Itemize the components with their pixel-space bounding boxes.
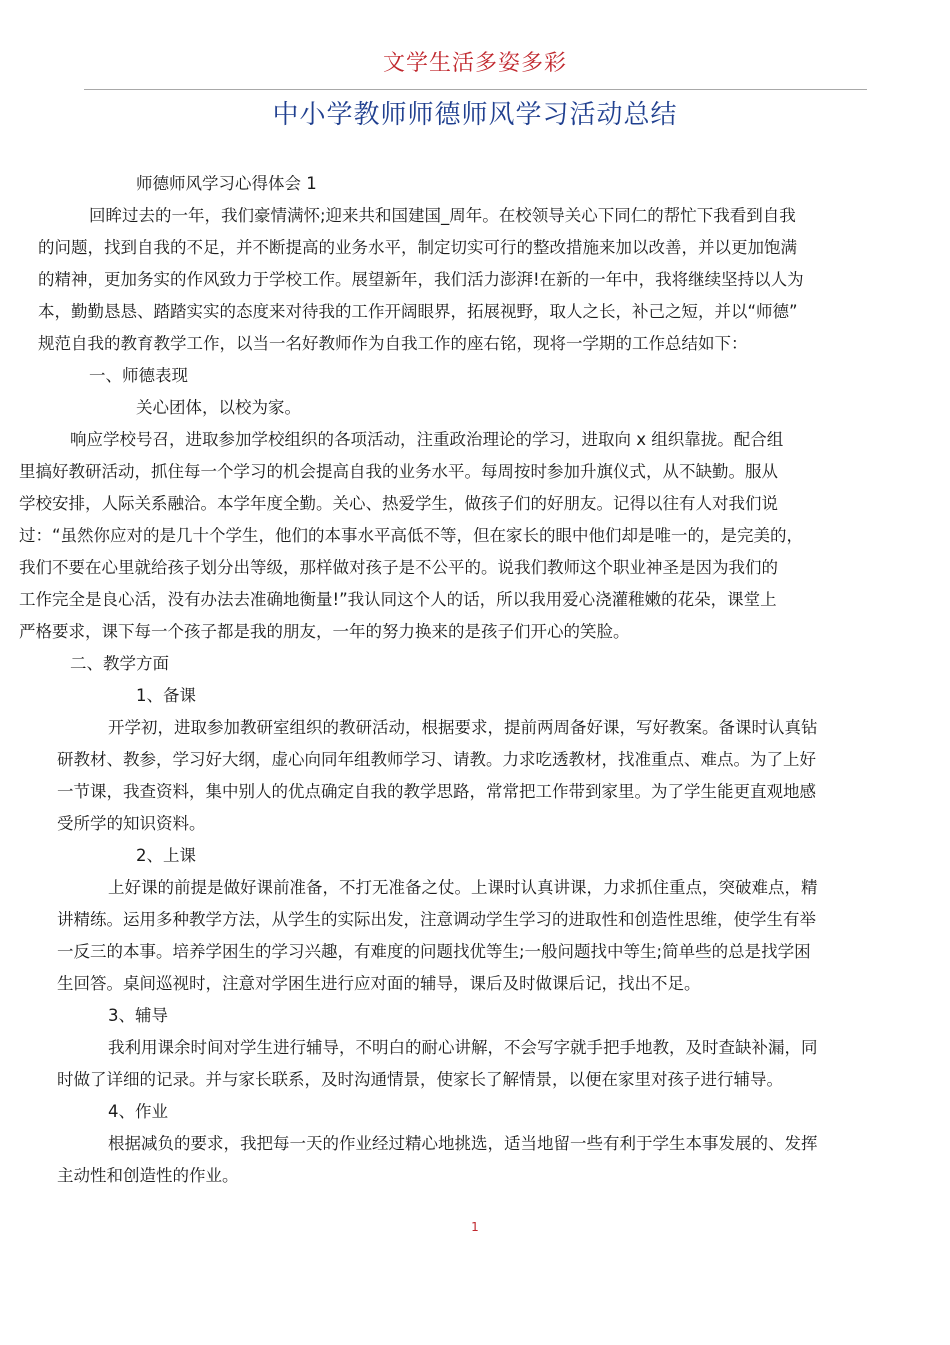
document-title: 中小学教师师德师风学习活动总结 (272, 100, 678, 130)
paragraph-line: 本，勤勤恳恳、踏踏实实的态度来对待我的工作开阔眼界，拓展视野，取人之长，补己之短，并以“师德” (38, 302, 798, 321)
paragraph-line: 严格要求，课下每一个孩子都是我的朋友，一年的努力换来的是孩子们开心的笑脸。 (19, 622, 630, 641)
section-heading: 师德师风学习心得体会 1 (136, 174, 317, 193)
paragraph-line: 受所学的知识资料。 (57, 814, 206, 833)
subsection-heading: 1、备课 (136, 686, 196, 705)
paragraph-line: 时做了详细的记录。并与家长联系，及时沟通情景，使家长了解情景，以便在家里对孩子进行辅导。 (57, 1070, 783, 1089)
paragraph-line: 开学初，进取参加教研室组织的教研活动，根据要求，提前两周备好课，写好教案。备课时认真钻 (108, 718, 818, 737)
paragraph-line: 根据减负的要求，我把每一天的作业经过精心地挑选，适当地留一些有利于学生本事发展的、发挥 (108, 1134, 818, 1153)
section-heading: 二、教学方面 (70, 654, 169, 673)
paragraph-line: 里搞好教研活动，抓住每一个学习的机会提高自我的业务水平。每周按时参加升旗仪式，从不缺勤。服从 (19, 462, 778, 481)
subsection-heading: 4、作业 (108, 1102, 168, 1121)
paragraph-line: 规范自我的教育教学工作，以当一名好教师作为自我工作的座右铭，现将一学期的工作总结如下： (38, 334, 748, 353)
paragraph-line: 回眸过去的一年，我们豪情满怀;迎来共和国建国_周年。在校领导关心下同仁的帮忙下我看到自我 (89, 206, 796, 225)
paragraph-line: 一节课，我查资料，集中别人的优点确定自我的教学思路，常常把工作带到家里。为了学生能更直观地感 (57, 782, 816, 801)
paragraph-line: 的精神，更加务实的作风致力于学校工作。展望新年，我们活力澎湃!在新的一年中，我将继续坚持以人为 (38, 270, 804, 289)
paragraph-line: 上好课的前提是做好课前准备，不打无准备之仗。上课时认真讲课，力求抓住重点，突破难点，精 (108, 878, 818, 897)
paragraph-line: 我利用课余时间对学生进行辅导，不明白的耐心讲解，不会写字就手把手地教，及时查缺补漏，同 (108, 1038, 818, 1057)
paragraph-line: 工作完全是良心活，没有办法去准确地衡量!”我认同这个人的话，所以我用爱心浇灌稚嫩的花朵，课堂上 (19, 590, 777, 609)
subsection-heading: 关心团体，以校为家。 (136, 398, 301, 417)
paragraph-line: 主动性和创造性的作业。 (57, 1166, 239, 1185)
paragraph-line: 研教材、教参，学习好大纲，虚心向同年组教师学习、请教。力求吃透教材，找准重点、难点。为了上好 (57, 750, 816, 769)
page-number: 1 (471, 1220, 479, 1234)
paragraph-line: 的问题，找到自我的不足，并不断提高的业务水平，制定切实可行的整改措施来加以改善，并以更加饱满 (38, 238, 797, 257)
subsection-heading: 2、上课 (136, 846, 196, 865)
paragraph-line: 讲精练。运用多种教学方法，从学生的实际出发，注意调动学生学习的进取性和创造性思维，使学生有举 (57, 910, 816, 929)
paragraph-line: 学校安排，人际关系融洽。本学年度全勤。关心、热爱学生，做孩子们的好朋友。记得以往有人对我们说 (19, 494, 778, 513)
paragraph-line: 我们不要在心里就给孩子划分出等级，那样做对孩子是不公平的。说我们教师这个职业神圣是因为我们的 (19, 558, 778, 577)
header-divider (84, 89, 867, 90)
paragraph-line: 一反三的本事。培养学困生的学习兴趣，有难度的问题找优等生;一般问题找中等生;简单些的总是找学困 (57, 942, 811, 961)
paragraph-line: 生回答。桌间巡视时，注意对学困生进行应对面的辅导，课后及时做课后记，找出不足。 (57, 974, 701, 993)
section-heading: 一、师德表现 (89, 366, 188, 385)
paragraph-line: 响应学校号召，进取参加学校组织的各项活动，注重政治理论的学习，进取向 x 组织靠拢。配合组 (70, 430, 784, 449)
header-title: 文学生活多姿多彩 (382, 51, 567, 76)
paragraph-line: 过：“虽然你应对的是几十个学生，他们的本事水平高低不等，但在家长的眼中他们却是唯一的，是完美的， (19, 526, 804, 545)
subsection-heading: 3、辅导 (108, 1006, 168, 1025)
